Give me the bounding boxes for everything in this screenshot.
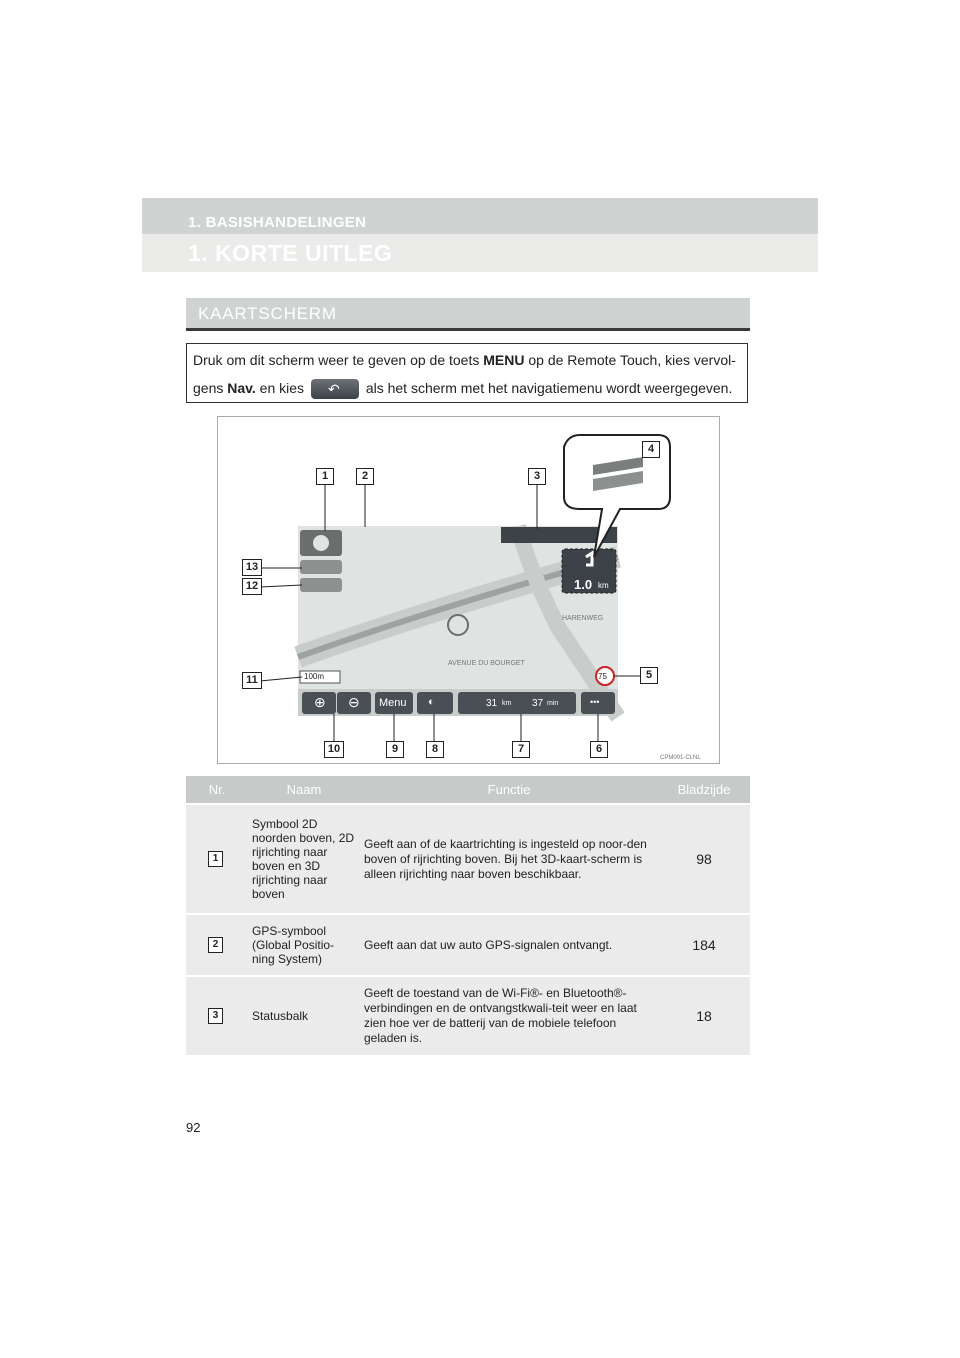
chapter-header <box>142 198 818 234</box>
more-button-label: ••• <box>590 697 600 707</box>
voice-icon: ◐ <box>428 696 435 708</box>
header-naam: Naam <box>286 782 322 797</box>
trip-distance: 31 <box>486 698 498 709</box>
zoom-in-icon: ⊕ <box>314 694 326 710</box>
table-header <box>186 776 750 803</box>
callout-8: 8 <box>426 741 444 758</box>
callout-1: 1 <box>316 468 334 485</box>
distance-value: 1.0 <box>574 577 593 592</box>
callout-10: 10 <box>324 741 344 758</box>
callout-11: 11 <box>242 672 262 689</box>
trip-time-unit: min <box>547 700 559 707</box>
header-functie: Functie <box>487 782 531 797</box>
header-nr: Nr. <box>208 782 226 797</box>
trip-distance-unit: km <box>502 700 512 707</box>
row-naam: Symbool 2D noorden boven, 2D rijrichting naar boven en 3D rijrichting naar boven <box>252 817 355 901</box>
section-title: KAARTSCHERM <box>198 304 337 323</box>
intro-text-2: op de Remote Touch, kies vervol-gens <box>193 352 736 396</box>
speed-limit-label: 75 <box>598 672 607 681</box>
page-number: 92 <box>186 1120 201 1135</box>
row-functie: Geeft aan dat uw auto GPS-signalen ontvangt. <box>364 937 613 952</box>
table-row <box>186 803 750 913</box>
callout-6: 6 <box>590 741 608 758</box>
row-number: 1 <box>208 851 223 867</box>
callout-13: 13 <box>242 559 262 576</box>
map-illustration <box>218 417 720 764</box>
callout-7: 7 <box>512 741 530 758</box>
map-screen-figure <box>217 416 720 764</box>
menu-button-label: Menu <box>379 697 407 709</box>
trip-time: 37 <box>532 698 544 709</box>
intro-text-1: Druk om dit scherm weer te geven op de toets <box>193 352 484 368</box>
row-naam: GPS-symbool (Global Positio-ning System) <box>252 924 335 966</box>
row-naam: Statusbalk <box>252 1009 309 1023</box>
callout-5: 5 <box>640 667 658 684</box>
nav-key: Nav. <box>227 380 256 396</box>
page-title-bar <box>142 234 818 272</box>
zoom-out-icon: ⊖ <box>348 694 360 710</box>
figure-code: CPM001-CLNL <box>660 755 701 761</box>
street-label-1: HARENWEG <box>562 615 604 622</box>
table-row <box>186 913 750 975</box>
intro-box <box>186 343 748 403</box>
back-button-icon <box>311 379 359 399</box>
callout-2: 2 <box>356 468 374 485</box>
row-functie: Geeft aan of de kaartrichting is ingesteld op noor-den boven of rijrichting boven. Bij het 3D-kaart-scherm is alleen rijrichting naar boven beschikbaar. <box>364 836 647 881</box>
callout-3: 3 <box>528 468 546 485</box>
callout-9: 9 <box>386 741 404 758</box>
row-functie: Geeft de toestand van de Wi-Fi®- en Bluetooth®-verbindingen en de ontvangstkwali-teit weer en laat zien hoe ver de batterij van de mobiele telefoon geladen is. <box>364 986 637 1045</box>
row-pagina: 98 <box>696 851 712 867</box>
row-number: 3 <box>208 1008 223 1024</box>
row-pagina: 18 <box>696 1008 712 1024</box>
page-title: 1. KORTE UITLEG <box>188 240 393 266</box>
chapter-title: 1. BASISHANDELINGEN <box>188 214 367 231</box>
street-label-2: AVENUE DU BOURGET <box>448 660 525 667</box>
intro-text-4: als het scherm met het navigatiemenu wordt weergegeven. <box>361 380 733 396</box>
distance-unit: km <box>598 581 609 590</box>
row-pagina: 184 <box>692 937 716 953</box>
section-header <box>186 298 750 331</box>
header-bladzijde: Bladzijde <box>677 782 731 797</box>
callout-12: 12 <box>242 578 262 595</box>
callout-4: 4 <box>642 441 660 458</box>
scale-label: 100m <box>304 672 325 681</box>
intro-text-3: en kies <box>255 380 308 396</box>
menu-key: MENU <box>483 352 525 368</box>
legend-table <box>186 776 750 1055</box>
table-row <box>186 975 750 1055</box>
row-number: 2 <box>208 937 223 953</box>
